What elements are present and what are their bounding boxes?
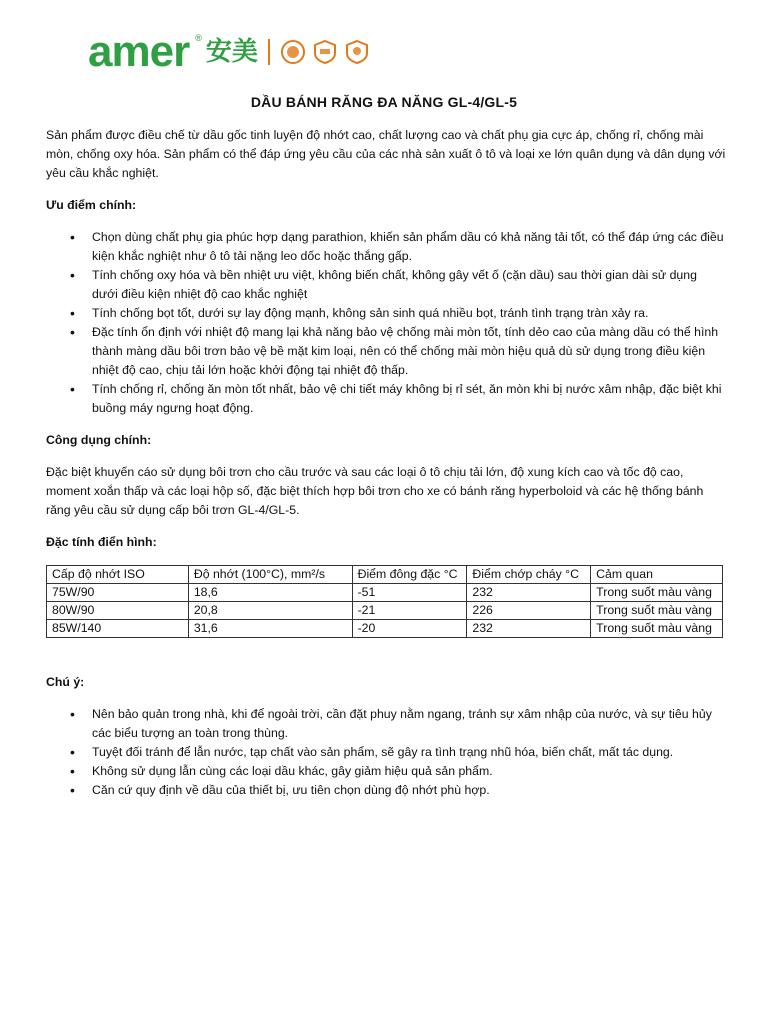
notes-heading: Chú ý: — [46, 675, 85, 689]
registered-mark: ® — [195, 33, 202, 43]
usage-heading: Công dụng chính: — [46, 433, 152, 447]
table-row — [47, 584, 723, 602]
table-cell: 226 — [467, 602, 591, 620]
list-item: • Tính chống bọt tốt, dưới sự lay động mạnh, không sản sinh quá nhiều bọt, tránh tình trạng tràn xảy ra. — [92, 304, 726, 323]
document-title: DẦU BÁNH RĂNG ĐA NĂNG GL-4/GL-5 — [250, 94, 518, 110]
table-cell: -21 — [352, 602, 467, 620]
column-header: Độ nhớt (100°C), mm²/s — [188, 566, 352, 584]
award-seal-icon — [344, 39, 370, 65]
table-cell: 31,6 — [188, 620, 352, 638]
document-body — [46, 126, 726, 813]
list-item: • Chọn dùng chất phụ gia phúc hợp dạng parathion, khiến sản phẩm dầu có khả năng tải tốt, có thể đáp ứng các điều kiện khắc nghiệt như ô tô tải nặng leo dốc hoặc thắng gấp. — [92, 228, 726, 266]
advantages-heading: Ưu điểm chính: — [46, 198, 137, 212]
list-item: • Không sử dụng lẫn cùng các loại dầu khác, gây giảm hiệu quả sản phẩm. — [92, 762, 726, 781]
table-cell: Trong suốt màu vàng — [591, 620, 723, 638]
intro-paragraph: Sản phẩm được điều chế từ dầu gốc tinh luyện độ nhớt cao, chất lượng cao và chất phụ gia cực áp, chống rỉ, chống mài mòn, chống oxy hóa. Sản phẩm có thể đáp ứng yêu cầu của các nhà sản xuất ô tô và loại xe lớn quân dụng và dân dụng với yêu cầu khắc nghiệt. — [46, 128, 726, 180]
table-cell: 85W/140 — [47, 620, 189, 638]
brand-header — [88, 27, 388, 76]
list-item: • Tính chống oxy hóa và bền nhiệt ưu việt, không biến chất, không gây vết ố (cặn dầu) sau thời gian dài sử dụng dưới điều kiện nhiệt độ cao khắc nghiệt — [92, 266, 726, 304]
list-item: • Nên bảo quản trong nhà, khi để ngoài trời, cần đặt phuy nằm ngang, tránh sự xâm nhập của nước, và sự tiêu hủy các biểu tượng an toàn trong thùng. — [92, 705, 726, 743]
list-item: • Căn cứ quy định về dầu của thiết bị, ưu tiên chọn dùng độ nhớt phù hợp. — [92, 781, 726, 800]
brand-chinese-name: 安美 — [205, 37, 258, 67]
column-header: Cấp độ nhớt ISO — [47, 566, 189, 584]
certification-seal-icon — [312, 39, 338, 65]
table-row — [47, 602, 723, 620]
table-cell: -51 — [352, 584, 467, 602]
list-item: • Tuyệt đối tránh để lẫn nước, tạp chất vào sản phẩm, sẽ gây ra tình trạng nhũ hóa, biến chất, mất tác dụng. — [92, 743, 726, 762]
table-cell: Trong suốt màu vàng — [591, 584, 723, 602]
table-cell: 18,6 — [188, 584, 352, 602]
table-row — [47, 620, 723, 638]
specs-heading: Đặc tính điển hình: — [46, 535, 157, 549]
specs-table — [46, 565, 723, 638]
table-cell: 20,8 — [188, 602, 352, 620]
advantages-list — [46, 228, 726, 418]
list-item: • Đặc tính ổn định với nhiệt độ mang lại khả năng bảo vệ chống mài mòn tốt, tính dẻo cao của màng dầu có thể hình thành màng dầu bôi trơn bảo vệ bề mặt kim loại, nên có thể chống mài mòn hiệu quả dù sử dụng trong điều kiện nhiệt độ cao, chịu tải lớn hoặc khởi động tại nhiệt độ thấp. — [92, 323, 726, 380]
notes-list — [46, 705, 726, 800]
logo-divider — [268, 39, 270, 65]
table-cell: 80W/90 — [47, 602, 189, 620]
usage-paragraph: Đặc biệt khuyến cáo sử dụng bôi trơn cho cầu trước và sau các loại ô tô chịu tải lớn, độ xung kích cao và tốc độ cao, moment xoắn thấp và các loại hộp số, đặc biệt thích hợp bôi trơn cho xe có bánh răng hyperboloid và các hệ thống bánh răng yêu cầu sử dụng cấp bôi trơn GL-4/GL-5. — [46, 465, 704, 517]
table-cell: 75W/90 — [47, 584, 189, 602]
amer-logo — [88, 27, 388, 76]
brand-wordmark: amer — [88, 27, 190, 76]
column-header: Điểm đông đặc °C — [352, 566, 467, 584]
quality-seal-icon — [280, 39, 306, 65]
table-cell: -20 — [352, 620, 467, 638]
list-item: • Tính chống rỉ, chống ăn mòn tốt nhất, bảo vệ chi tiết máy không bị rỉ sét, ăn mòn khi bị nước xâm nhập, đặc biệt khi buồng máy ngưng hoạt động. — [92, 380, 726, 418]
column-header: Cảm quan — [591, 566, 723, 584]
table-cell: 232 — [467, 620, 591, 638]
column-header: Điểm chớp cháy °C — [467, 566, 591, 584]
table-cell: Trong suốt màu vàng — [591, 602, 723, 620]
table-cell: 232 — [467, 584, 591, 602]
table-header-row — [47, 566, 723, 584]
